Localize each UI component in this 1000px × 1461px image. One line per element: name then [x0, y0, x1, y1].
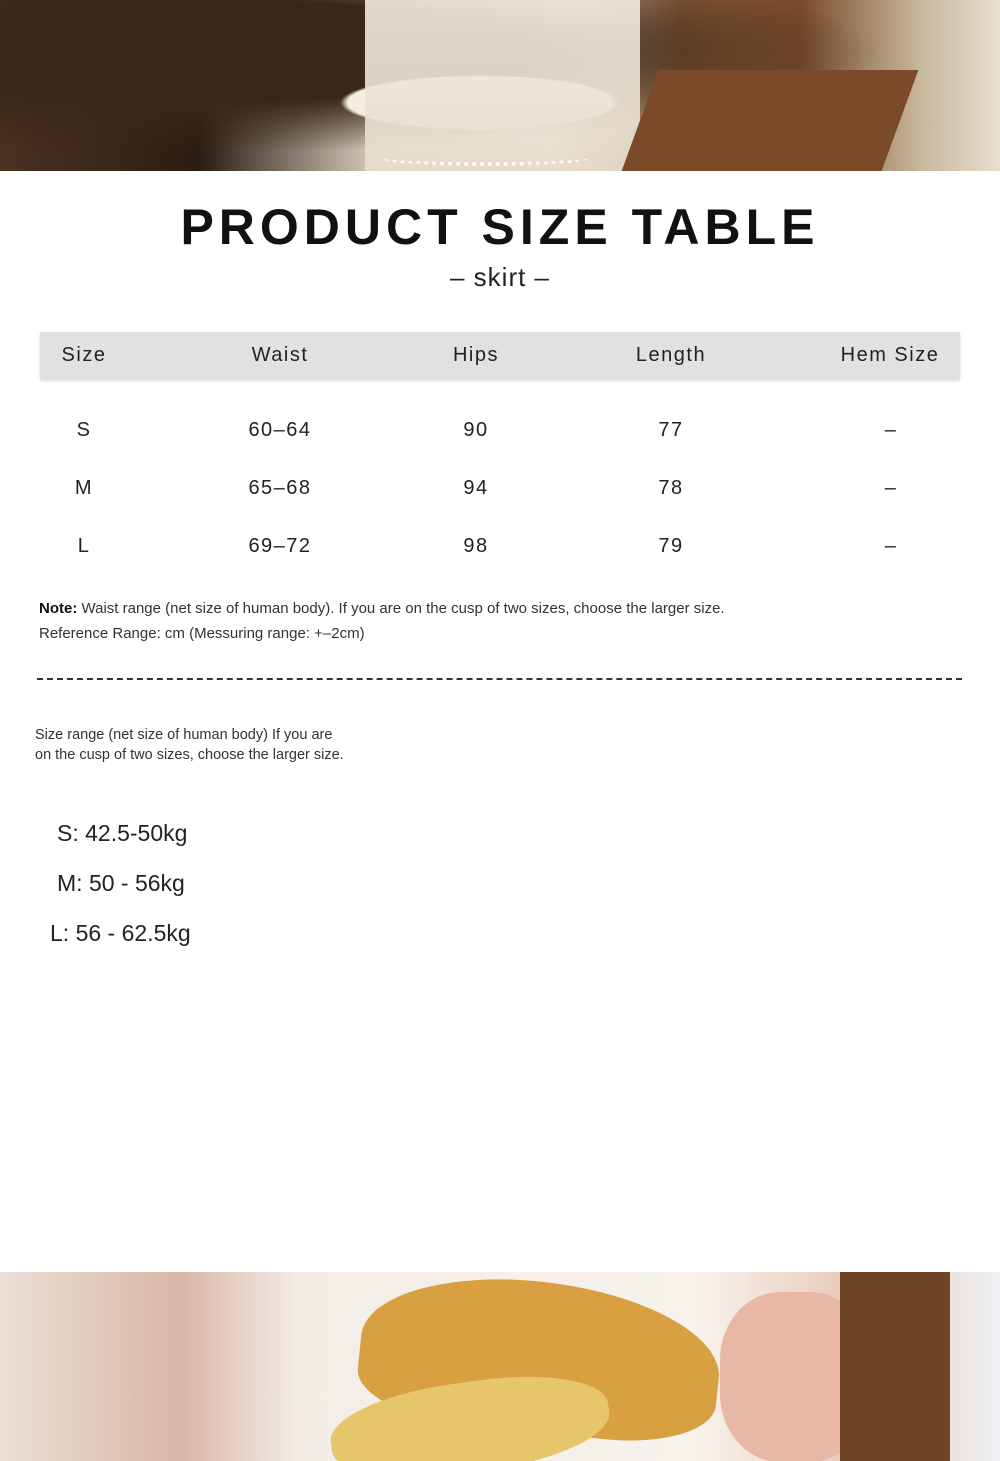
cell-length: 79 [658, 535, 684, 557]
page-title: PRODUCT SIZE TABLE [180, 199, 820, 255]
header-waist: Waist [251, 344, 309, 366]
bottom-product-photo [0, 1272, 1000, 1461]
page-subtitle: – skirt – [449, 262, 551, 292]
table-row [0, 477, 1000, 507]
table-header-row [0, 344, 1000, 374]
size-range-line2: on the cusp of two sizes, choose the larger size. [35, 747, 344, 763]
note-text: Waist range (net size of human body). If you are on the cusp of two sizes, choose the larger size. [77, 600, 725, 617]
cell-waist: 65–68 [248, 477, 312, 499]
table-row [0, 535, 1000, 565]
size-note [39, 596, 725, 646]
lace-collar-shape [365, 0, 640, 171]
cell-hips: 94 [463, 477, 489, 499]
cell-size: S [76, 419, 92, 441]
size-range-line1: Size range (net size of human body) If you are [35, 727, 333, 743]
header-length: Length [635, 344, 707, 366]
coat-shape [622, 70, 919, 171]
coat-sleeve-shape [840, 1272, 950, 1461]
weight-m: M: 50 - 56kg [57, 870, 185, 896]
cell-hem-size: – [884, 477, 898, 499]
cell-length: 78 [658, 477, 684, 499]
weight-l: L: 56 - 62.5kg [50, 920, 191, 946]
cell-waist: 60–64 [248, 419, 312, 441]
cell-size: L [77, 535, 91, 557]
weight-s: S: 42.5-50kg [57, 820, 188, 846]
cell-length: 77 [658, 419, 684, 441]
cell-waist: 69–72 [248, 535, 312, 557]
header-size: Size [61, 344, 107, 366]
cell-hem-size: – [884, 535, 898, 557]
header-hips: Hips [452, 344, 500, 366]
size-range-note [35, 725, 365, 765]
pearl-necklace-shape [380, 150, 590, 166]
reference-range: Reference Range: cm (Messuring range: +–2cm) [39, 625, 365, 642]
cell-hips: 90 [463, 419, 489, 441]
cell-hem-size: – [884, 419, 898, 441]
table-row [0, 419, 1000, 449]
top-product-photo [0, 0, 1000, 171]
cell-hips: 98 [463, 535, 489, 557]
cell-size: M [74, 477, 94, 499]
dashed-divider [37, 678, 962, 680]
note-label: Note: [39, 600, 78, 617]
header-hem-size: Hem Size [840, 344, 940, 366]
note-line [39, 596, 725, 621]
